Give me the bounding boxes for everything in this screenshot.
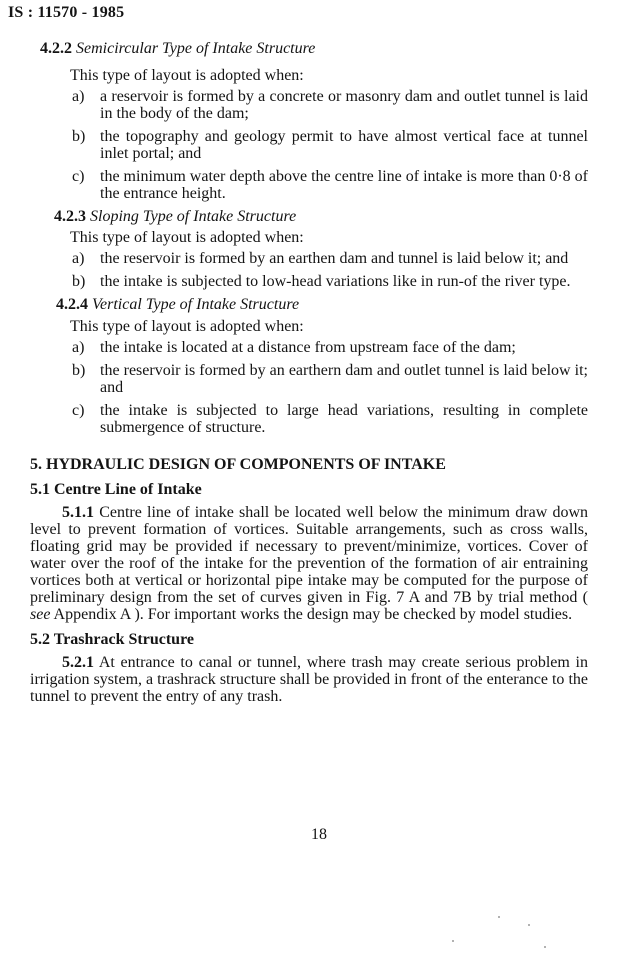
list-marker: b) [72,273,86,290]
list-item-text: the intake is located at a distance from upstream face of the dam; [100,339,516,356]
page-number: 18 [311,826,327,843]
list-marker: a) [72,339,85,356]
list-item-text: the topography and geology permit to have almost vertical face at tunnel inlet portal; and [100,128,588,162]
list-marker: b) [72,362,86,379]
section-title [40,40,588,57]
scan-speck [498,916,500,918]
section-number: 4.2.3 [54,208,86,225]
section-title-text: Semicircular Type of Intake Structure [76,40,316,57]
paragraph-text: Centre line of intake shall be located well below the minimum draw down level to prevent formation of vortices. Suitable arrangements, such as cross walls, floating grid may be provided if necessary to prevent/minimize, vortices. Cover of water over the roof of the intake for the prevention of the formation of air entraining vortices both at vertical or horizontal pipe intake may be computed for the purpose of preliminary design from the set of curves given in Fig. 7 A and 7B by trial method ( [30,504,588,606]
section-number: 4.2.4 [56,296,88,313]
section-number: 4.2.2 [40,40,72,57]
paragraph-5-2-1 [30,654,588,705]
paragraph-number: 5.2.1 [62,654,94,671]
section-4-2-3 [40,208,588,290]
section-4-2-4 [40,296,588,436]
list-marker: a) [72,250,85,267]
list-item-text: the reservoir is formed by an earthern dam and outlet tunnel is laid below it; and [100,362,588,396]
list-item [40,168,588,202]
list-item [40,362,588,396]
section-4-2-2 [40,40,588,202]
section-title-text: Vertical Type of Intake Structure [92,296,300,313]
list-item-text: the minimum water depth above the centre line of intake is more than 0·8 of the entrance height. [100,168,588,202]
scan-speck [528,924,530,926]
list-item [40,128,588,162]
condition-list [40,339,588,436]
standard-number-header: IS : 11570 - 1985 [8,4,125,21]
list-marker: b) [72,128,86,145]
list-item [40,402,588,436]
scan-speck [452,940,454,942]
section-title-text: Sloping Type of Intake Structure [90,208,297,225]
list-marker: c) [72,402,85,419]
section-title [54,208,588,225]
section-5-2-heading: 5.2 Trashrack Structure [30,631,194,648]
list-item [40,339,588,356]
list-item-text: the intake is subjected to low-head variations like in run-of the river type. [100,273,571,290]
condition-list [40,250,588,290]
list-marker: c) [72,168,85,185]
list-marker: a) [72,88,85,105]
see-reference: see [30,606,51,623]
list-item [40,250,588,267]
section-intro: This type of layout is adopted when: [70,318,304,335]
list-item-text: the intake is subjected to large head variations, resulting in complete submergence of structure. [100,402,588,436]
section-title [56,296,588,313]
list-item [40,273,588,290]
section-intro: This type of layout is adopted when: [70,67,304,84]
list-item-text: the reservoir is formed by an earthen dam and tunnel is laid below it; and [100,250,569,267]
paragraph-5-1-1 [30,504,588,623]
paragraph-number: 5.1.1 [62,504,94,521]
paragraph-text: At entrance to canal or tunnel, where trash may create serious problem in irrigation system, a trashrack structure shall be provided in front of the enterance to the tunnel to prevent the entry of any trash. [30,654,588,705]
section-5-heading: 5. HYDRAULIC DESIGN OF COMPONENTS OF INTAKE [30,456,446,473]
scan-speck [544,946,546,948]
list-item-text: a reservoir is formed by a concrete or masonry dam and outlet tunnel is laid in the body of the dam; [100,88,588,122]
page-content [30,40,588,705]
condition-list [40,88,588,202]
list-item [40,88,588,122]
section-intro: This type of layout is adopted when: [70,229,304,246]
section-5-1-heading: 5.1 Centre Line of Intake [30,481,202,498]
paragraph-text: Appendix A ). For important works the design may be checked by model studies. [50,606,573,623]
